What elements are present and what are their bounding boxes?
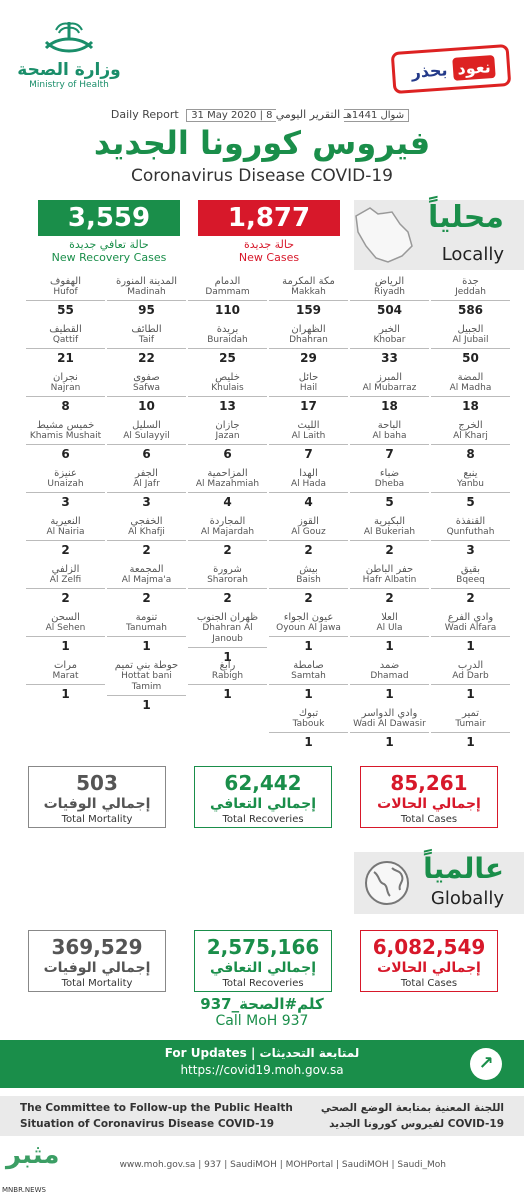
city-count: 2 <box>304 591 313 605</box>
campaign-word-blue: بحذر <box>410 59 449 82</box>
new-recoveries-label: حالة تعافي جديدة New Recovery Cases <box>51 238 167 264</box>
city-name-ar: الخرج <box>458 420 483 431</box>
city-cell <box>350 708 429 756</box>
city-name-en: Unaizah <box>26 479 105 493</box>
city-name-en: Al Sulayyil <box>107 431 186 445</box>
city-name-en: Hafr Albatin <box>350 575 429 589</box>
city-cell <box>188 324 267 372</box>
city-cell <box>107 516 186 564</box>
city-cell <box>269 324 348 372</box>
city-cell <box>269 372 348 420</box>
cities-row <box>20 660 510 712</box>
city-count: 1 <box>304 639 313 653</box>
city-cell <box>26 612 105 660</box>
moh-logo <box>14 18 124 98</box>
city-name-en: Khamis Mushait <box>26 431 105 445</box>
city-name-ar: صفوى <box>133 372 160 383</box>
city-name-en: Samtah <box>269 671 348 685</box>
city-count: 1 <box>466 735 475 749</box>
city-count: 6 <box>61 447 70 461</box>
city-name-ar: النعيرية <box>50 516 81 527</box>
updates-bar <box>0 1040 524 1088</box>
city-name-ar: وادي الفرع <box>447 612 494 623</box>
city-count: 18 <box>462 399 479 413</box>
city-count: 2 <box>385 591 394 605</box>
city-name-en: Madinah <box>107 287 186 301</box>
city-name-ar: رابغ <box>219 660 236 671</box>
cities-row <box>20 468 510 516</box>
city-name-en: Yanbu <box>431 479 510 493</box>
city-name-ar: القوز <box>298 516 319 527</box>
globe-icon <box>362 858 412 908</box>
arrow-up-right-icon: ↗ <box>470 1048 502 1080</box>
city-cell <box>269 564 348 612</box>
cities-row <box>20 612 510 664</box>
city-cell <box>107 564 186 612</box>
city-name-en: Oyoun Al Jawa <box>269 623 348 637</box>
city-name-ar: السليل <box>132 420 161 431</box>
local-total-mortality: 503 إجمالي الوفيات Total Mortality <box>28 766 166 828</box>
city-count: 5 <box>385 495 394 509</box>
city-name-en: Al Khafji <box>107 527 186 541</box>
city-name-ar: بقيق <box>460 564 481 575</box>
city-name-en: Buraidah <box>188 335 267 349</box>
footer-links[interactable]: www.moh.gov.sa | 937 | SaudiMOH | MOHPortal | SaudiMOH | Saudi_Moh <box>119 1160 446 1170</box>
city-count: 50 <box>462 351 479 365</box>
city-cell <box>269 612 348 660</box>
city-name-en: Dhahran Al Janoub <box>188 623 267 648</box>
campaign-badge <box>391 44 512 94</box>
city-cell <box>188 564 267 612</box>
city-cell <box>431 660 510 708</box>
committee-bar <box>0 1096 524 1136</box>
city-cell <box>350 516 429 564</box>
city-count: 504 <box>376 303 403 317</box>
city-name-ar: ضباء <box>379 468 400 479</box>
city-name-en: Baish <box>269 575 348 589</box>
city-cell <box>107 612 186 660</box>
city-name-en: Qunfuthah <box>431 527 510 541</box>
city-cell <box>107 324 186 372</box>
city-cell <box>431 276 510 324</box>
city-name-en: Taif <box>107 335 186 349</box>
global-total-cases: 6,082,549 إجمالي الحالات Total Cases <box>360 930 498 992</box>
city-name-en: Bqeeq <box>431 575 510 589</box>
city-name-ar: المبرز <box>377 372 402 383</box>
city-count: 7 <box>385 447 394 461</box>
cities-row <box>20 276 510 324</box>
title-ar: فيروس كورونا الجديد <box>93 124 431 162</box>
city-cell <box>431 612 510 660</box>
city-name-en: Al Nairia <box>26 527 105 541</box>
city-count: 1 <box>304 687 313 701</box>
city-count: 1 <box>304 735 313 749</box>
city-count: 1 <box>466 639 475 653</box>
city-count: 10 <box>138 399 155 413</box>
locally-tab <box>354 200 524 270</box>
city-count: 8 <box>466 447 475 461</box>
locally-label-ar: محلياً <box>428 200 504 235</box>
city-name-ar: الجبيل <box>457 324 484 335</box>
city-name-en: Al Madha <box>431 383 510 397</box>
city-count: 2 <box>223 591 232 605</box>
city-count: 110 <box>214 303 241 317</box>
city-count: 1 <box>385 735 394 749</box>
local-total-recoveries: 62,442 إجمالي التعافي Total Recoveries <box>194 766 332 828</box>
city-count: 1 <box>142 639 151 653</box>
globally-label-ar: عالمياً <box>423 852 504 885</box>
city-count: 17 <box>300 399 317 413</box>
city-cell <box>431 564 510 612</box>
city-count: 2 <box>466 591 475 605</box>
city-name-ar: عيون الجواء <box>283 612 334 623</box>
locally-label-en: Locally <box>441 244 504 265</box>
city-name-en: Rabigh <box>188 671 267 685</box>
global-total-recoveries: 2,575,166 إجمالي التعافي Total Recoveries <box>194 930 332 992</box>
city-name-ar: الدرب <box>457 660 484 671</box>
title-en: Coronavirus Disease COVID-19 <box>130 166 393 186</box>
city-count: 1 <box>223 687 232 701</box>
city-name-ar: الجفر <box>135 468 158 479</box>
city-name-ar: القنفذة <box>455 516 486 527</box>
cities-row <box>20 564 510 612</box>
local-total-cases: 85,261 إجمالي الحالات Total Cases <box>360 766 498 828</box>
city-name-en: Al Sehen <box>26 623 105 637</box>
city-cell <box>107 372 186 420</box>
city-name-ar: صامطة <box>293 660 324 671</box>
city-count: 1 <box>223 650 232 664</box>
city-count: 13 <box>219 399 236 413</box>
city-count: 2 <box>142 543 151 557</box>
city-cell <box>350 324 429 372</box>
city-cell <box>431 468 510 516</box>
city-name-en: Wadi Alfara <box>431 623 510 637</box>
city-name-en: Sharorah <box>188 575 267 589</box>
city-name-en: Al Majardah <box>188 527 267 541</box>
city-cell <box>269 516 348 564</box>
watermark-logo: مثبر <box>6 1140 60 1170</box>
city-name-ar: السحن <box>51 612 80 623</box>
city-name-ar: حوطة بني تميم <box>114 660 179 671</box>
city-count: 586 <box>457 303 484 317</box>
city-name-ar: البكيرية <box>373 516 406 527</box>
watermark-sub: MNBR.NEWS <box>2 1186 46 1194</box>
city-cell <box>188 372 267 420</box>
city-name-en: Al Mubarraz <box>350 383 429 397</box>
city-name-ar: الظهران <box>291 324 326 335</box>
globally-tab <box>354 852 524 914</box>
city-count: 5 <box>466 495 475 509</box>
city-cell <box>107 468 186 516</box>
city-name-ar: القطيف <box>49 324 82 335</box>
city-cell <box>188 516 267 564</box>
city-name-ar: الدمام <box>214 276 241 287</box>
city-cell <box>188 660 267 708</box>
city-cell <box>107 420 186 468</box>
city-count: 159 <box>295 303 322 317</box>
city-cell <box>431 324 510 372</box>
city-name-en: Qattif <box>26 335 105 349</box>
city-cell <box>269 660 348 708</box>
city-count: 21 <box>57 351 74 365</box>
city-name-en: Khulais <box>188 383 267 397</box>
city-count: 22 <box>138 351 155 365</box>
new-cases-label: حالة جديدة New Cases <box>238 238 300 264</box>
city-name-en: Dhahran <box>269 335 348 349</box>
city-name-ar: الخبر <box>379 324 400 335</box>
city-count: 2 <box>61 591 70 605</box>
city-count: 3 <box>142 495 151 509</box>
new-recoveries-value: 3,559 <box>38 200 180 236</box>
city-count: 2 <box>223 543 232 557</box>
city-cell <box>188 276 267 324</box>
city-name-en: Hufof <box>26 287 105 301</box>
city-name-ar: بريدة <box>216 324 239 335</box>
city-name-en: Tanumah <box>107 623 186 637</box>
city-name-ar: حائل <box>298 372 319 383</box>
city-cell <box>431 420 510 468</box>
city-name-en: Hottat bani Tamim <box>107 671 186 696</box>
city-cell <box>350 276 429 324</box>
committee-ar: اللجنة المعنية بمتابعة الوضع الصحي لفيروس كورونا الجديد COVID-19 <box>320 1102 504 1130</box>
city-name-ar: الهفوف <box>49 276 82 287</box>
city-count: 2 <box>61 543 70 557</box>
city-name-ar: المجاردة <box>209 516 246 527</box>
city-cell <box>26 372 105 420</box>
city-count: 7 <box>304 447 313 461</box>
city-name-ar: مرات <box>53 660 78 671</box>
city-name-ar: الخفجي <box>130 516 163 527</box>
city-cell <box>431 372 510 420</box>
city-name-ar: تنومة <box>135 612 158 623</box>
city-count: 1 <box>385 687 394 701</box>
city-name-ar: عنيزة <box>54 468 77 479</box>
campaign-word-red: نعود <box>453 54 496 80</box>
city-name-ar: خليص <box>215 372 240 383</box>
city-cell <box>431 708 510 756</box>
cities-row <box>20 372 510 420</box>
city-name-ar: جدة <box>462 276 479 287</box>
header <box>0 0 524 205</box>
city-name-en: Tabouk <box>269 719 348 733</box>
city-name-ar: شرورة <box>213 564 242 575</box>
city-name-ar: ينبع <box>463 468 478 479</box>
locally-summary <box>0 200 524 270</box>
city-name-ar: المدينة المنورة <box>115 276 178 287</box>
city-name-ar: بيش <box>299 564 318 575</box>
city-count: 1 <box>385 639 394 653</box>
city-count: 29 <box>300 351 317 365</box>
city-count: 8 <box>61 399 70 413</box>
city-name-en: Al Mazahmiah <box>188 479 267 493</box>
city-name-ar: الليث <box>297 420 320 431</box>
cities-row <box>20 708 510 756</box>
city-name-en: Al Jafr <box>107 479 186 493</box>
city-name-ar: ضمد <box>379 660 400 671</box>
city-name-ar: نجران <box>53 372 78 383</box>
updates-url[interactable]: https://covid19.moh.gov.sa <box>180 1063 344 1077</box>
city-cell <box>107 276 186 324</box>
updates-label: For Updates | لمتابعة التحديثات <box>164 1046 360 1060</box>
city-name-en: Al baha <box>350 431 429 445</box>
city-cell <box>107 660 186 712</box>
city-name-en: Safwa <box>107 383 186 397</box>
city-count: 3 <box>61 495 70 509</box>
new-cases-value: 1,877 <box>198 200 340 236</box>
city-name-ar: حفر الباطن <box>365 564 414 575</box>
city-name-en: Jazan <box>188 431 267 445</box>
report-en: Daily Report <box>110 108 179 121</box>
city-cell <box>269 708 348 756</box>
city-name-ar: المجمعة <box>129 564 164 575</box>
call-moh-ar: كلم#الصحة_937 <box>200 995 324 1013</box>
cities-row <box>20 324 510 372</box>
city-name-en: Al Jubail <box>431 335 510 349</box>
city-cell <box>26 324 105 372</box>
call-moh-en: Call MoH 937 <box>215 1013 309 1029</box>
city-name-en: Dhamad <box>350 671 429 685</box>
city-name-ar: الباحة <box>377 420 402 431</box>
city-name-en: Wadi Al Dawasir <box>350 719 429 733</box>
city-count: 55 <box>57 303 74 317</box>
city-cell <box>188 612 267 664</box>
city-name-en: Al Bukeriah <box>350 527 429 541</box>
city-name-en: Al Gouz <box>269 527 348 541</box>
city-cell <box>269 420 348 468</box>
city-name-ar: تمير <box>461 708 480 719</box>
report-date: 31 May 2020 | 8 شوال 1441هـ <box>186 109 409 122</box>
city-count: 2 <box>385 543 394 557</box>
city-name-en: Najran <box>26 383 105 397</box>
moh-emblem-icon <box>34 18 104 58</box>
city-cell <box>26 660 105 708</box>
city-count: 4 <box>304 495 313 509</box>
cities-row <box>20 420 510 468</box>
city-name-ar: وادي الدواسر <box>361 708 418 719</box>
city-cell <box>26 468 105 516</box>
city-name-en: Ad Darb <box>431 671 510 685</box>
city-count: 3 <box>466 543 475 557</box>
city-name-en: Hail <box>269 383 348 397</box>
city-cell <box>350 660 429 708</box>
city-name-en: Al Kharj <box>431 431 510 445</box>
committee-en: The Committee to Follow-up the Public Health Situation of Coronavirus Disease COVID-19 <box>20 1102 293 1130</box>
city-name-en: Tumair <box>431 719 510 733</box>
city-count: 2 <box>142 591 151 605</box>
city-count: 33 <box>381 351 398 365</box>
city-name-en: Dammam <box>188 287 267 301</box>
city-cell <box>188 420 267 468</box>
city-name-en: Al Hada <box>269 479 348 493</box>
city-name-ar: المضة <box>457 372 484 383</box>
globally-label-en: Globally <box>430 888 504 909</box>
city-count: 95 <box>138 303 155 317</box>
cities-row <box>20 516 510 564</box>
city-cell <box>188 468 267 516</box>
city-cell <box>26 564 105 612</box>
global-total-mortality: 369,529 إجمالي الوفيات Total Mortality <box>28 930 166 992</box>
city-count: 1 <box>61 687 70 701</box>
city-name-en: Al Laith <box>269 431 348 445</box>
city-cell <box>350 468 429 516</box>
city-count: 1 <box>142 698 151 712</box>
city-name-ar: العلا <box>381 612 398 623</box>
city-name-en: Marat <box>26 671 105 685</box>
city-cell <box>431 516 510 564</box>
city-name-en: Jeddah <box>431 287 510 301</box>
city-count: 6 <box>223 447 232 461</box>
city-name-ar: الرياض <box>374 276 405 287</box>
city-name-en: Makkah <box>269 287 348 301</box>
city-count: 6 <box>142 447 151 461</box>
saudi-map-icon <box>348 202 418 268</box>
city-cell <box>26 420 105 468</box>
city-name-en: Al Ula <box>350 623 429 637</box>
ministry-name-ar: وزارة الصحة <box>17 60 121 80</box>
city-cell <box>350 564 429 612</box>
city-name-ar: الهدا <box>299 468 318 479</box>
city-name-en: Al Zelfi <box>26 575 105 589</box>
city-name-ar: مكة المكرمة <box>282 276 335 287</box>
city-cell <box>269 276 348 324</box>
city-name-ar: المزاحمية <box>207 468 248 479</box>
city-name-ar: جازان <box>215 420 240 431</box>
report-line <box>0 108 524 121</box>
ministry-name-en: Ministry of Health <box>29 80 109 90</box>
city-cell <box>350 372 429 420</box>
city-name-ar: الطائف <box>131 324 162 335</box>
city-name-ar: الزلفي <box>51 564 80 575</box>
city-count: 4 <box>223 495 232 509</box>
city-count: 1 <box>466 687 475 701</box>
city-name-ar: خميس مشيط <box>36 420 95 431</box>
city-cell <box>26 276 105 324</box>
city-cell <box>350 420 429 468</box>
city-name-en: Riyadh <box>350 287 429 301</box>
cities-grid <box>20 276 510 756</box>
city-name-en: Al Majma'a <box>107 575 186 589</box>
city-cell <box>269 468 348 516</box>
city-name-ar: ظهران الجنوب <box>196 612 259 623</box>
city-count: 18 <box>381 399 398 413</box>
report-ar: التقرير اليومي <box>275 108 341 121</box>
city-name-en: Khobar <box>350 335 429 349</box>
city-cell <box>350 612 429 660</box>
city-count: 25 <box>219 351 236 365</box>
city-count: 2 <box>304 543 313 557</box>
city-cell <box>26 516 105 564</box>
call-moh <box>0 995 524 1029</box>
city-name-en: Dheba <box>350 479 429 493</box>
city-name-ar: تبوك <box>298 708 319 719</box>
city-count: 1 <box>61 639 70 653</box>
